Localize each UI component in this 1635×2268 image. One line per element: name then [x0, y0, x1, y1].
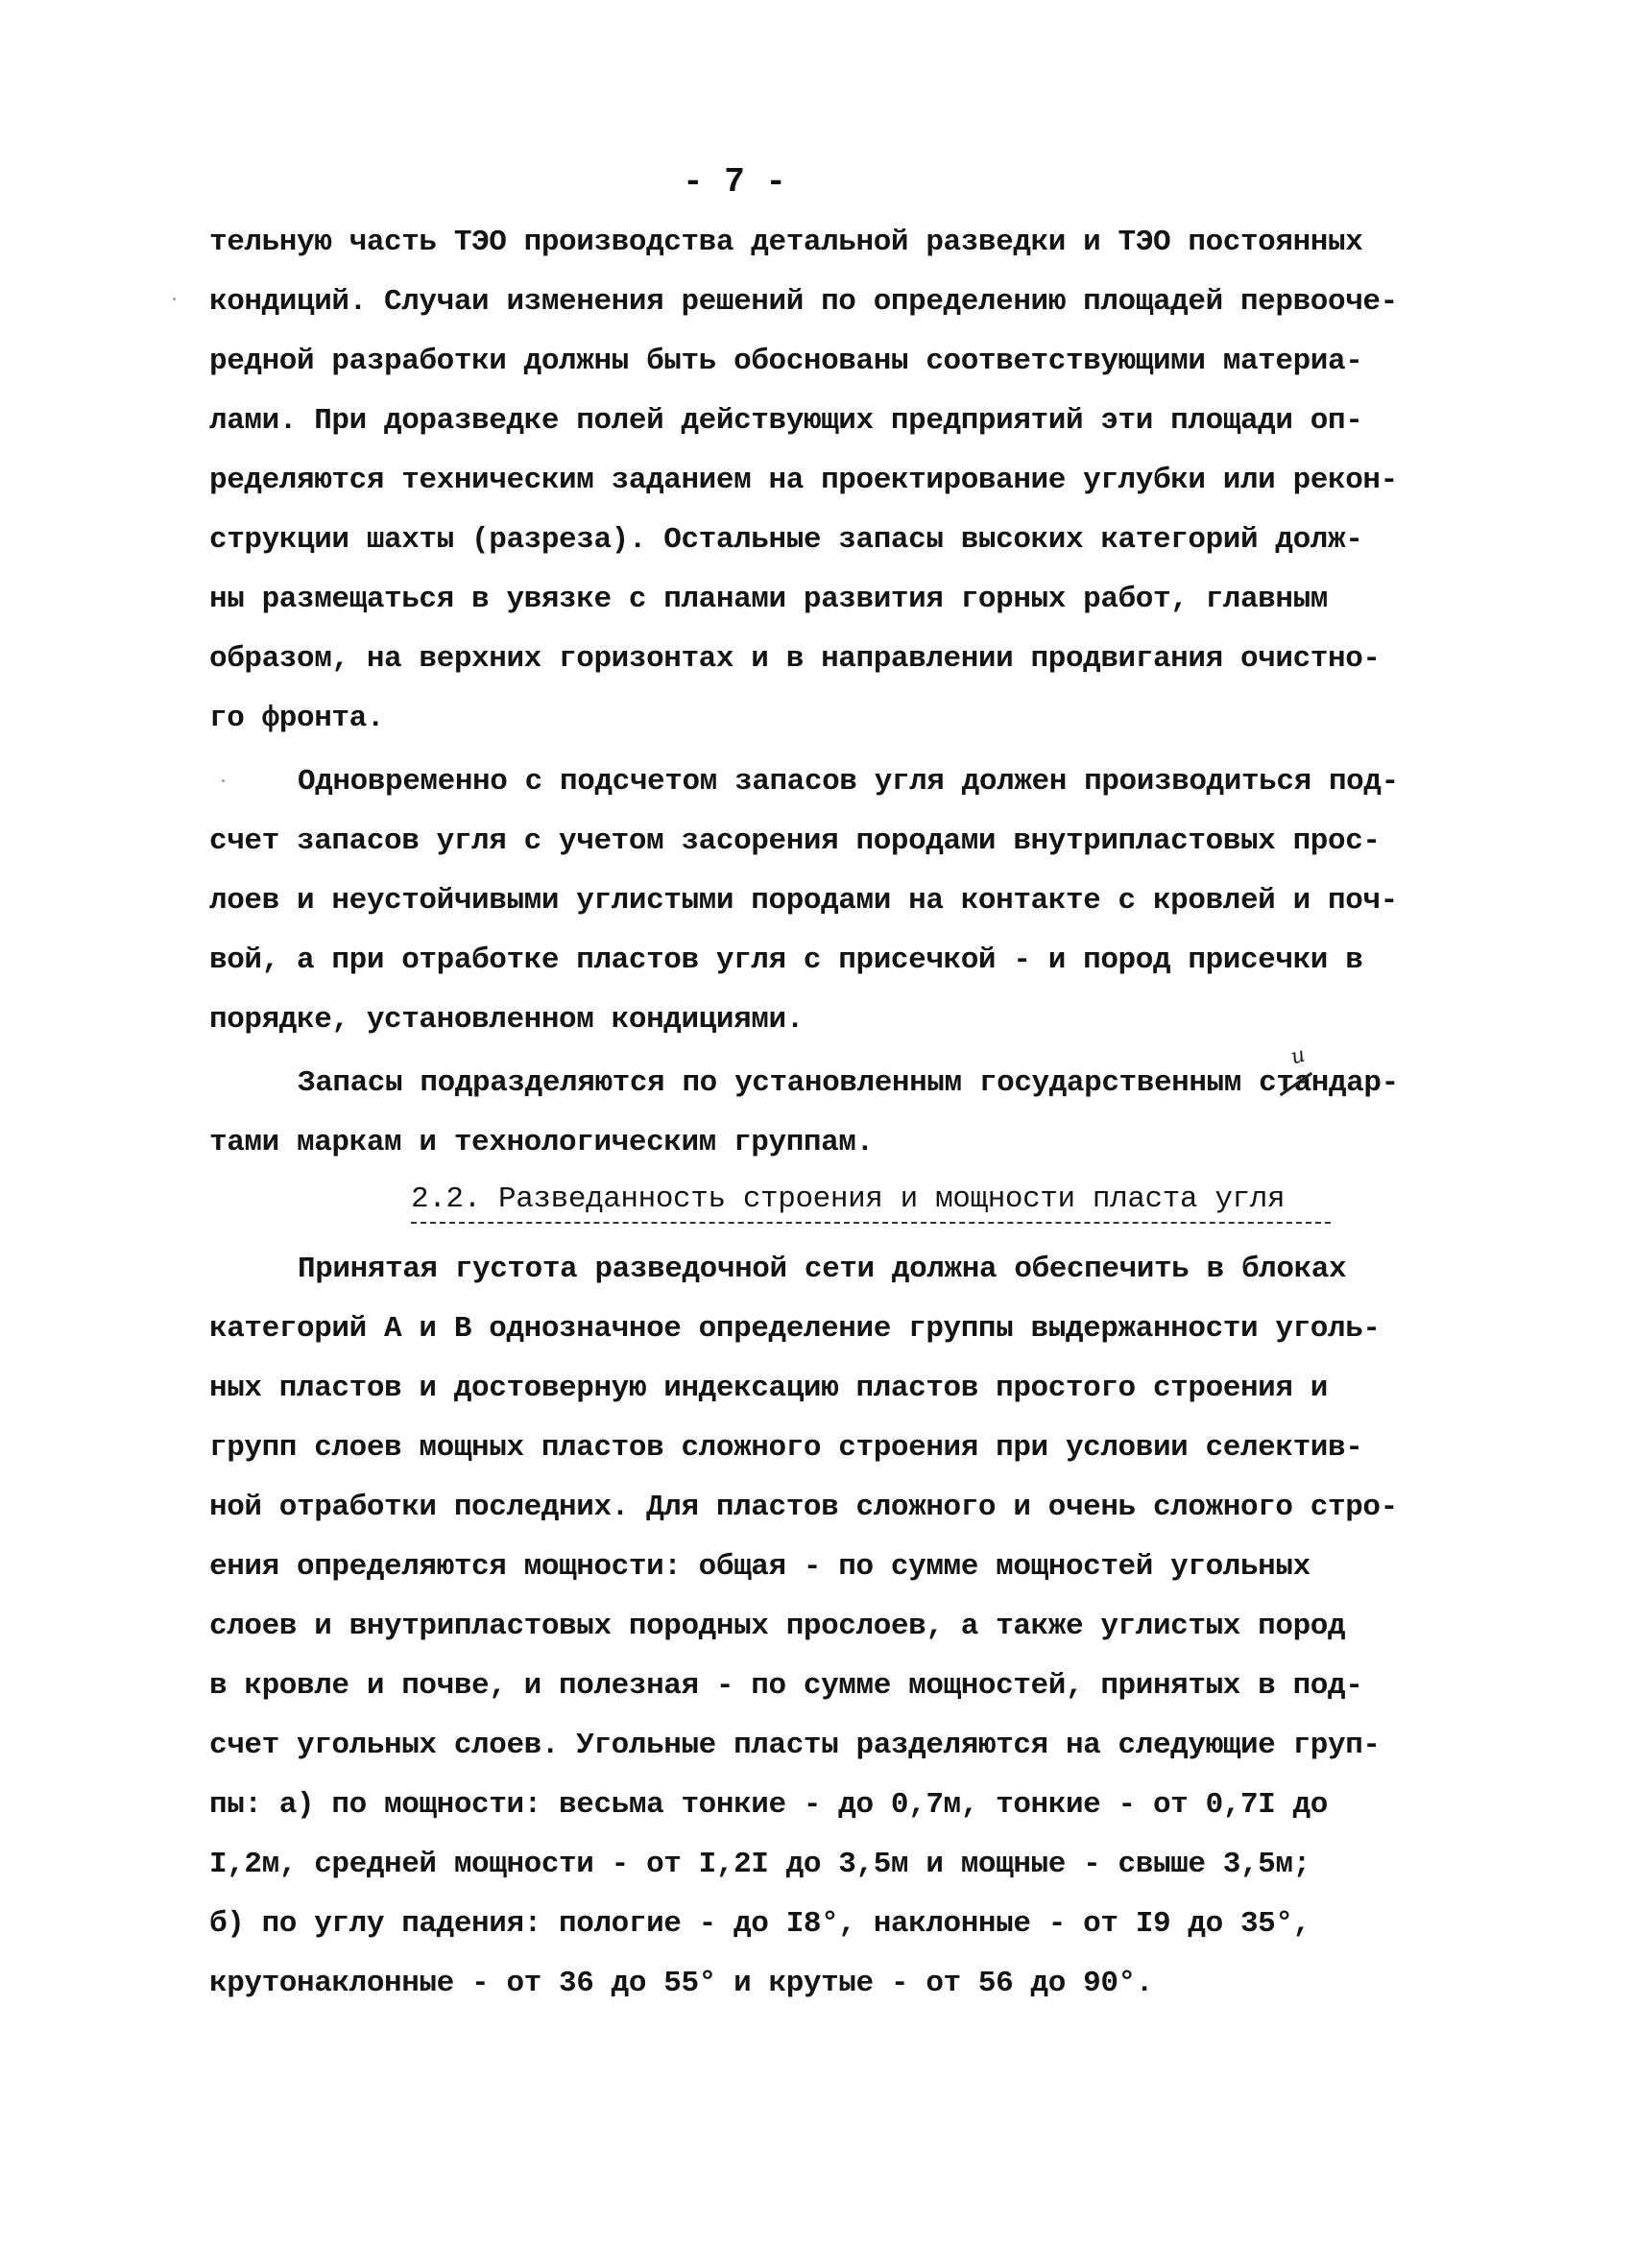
- paragraph2-line-2: счет запасов угля с учетом засорения породами внутрипластовых прос-: [209, 824, 1381, 858]
- paragraph1-line-8: образом, на верхних горизонтах и в направлении продвигания очистно-: [209, 642, 1381, 676]
- paragraph2-line-1: Одновременно с подсчетом запасов угля должен производиться под-: [298, 765, 1399, 799]
- paragraph4-line-9: счет угольных слоев. Угольные пласты разделяются на следующие груп-: [209, 1729, 1381, 1762]
- paragraph4-line-7: слоев и внутрипластовых породных прослоев, а также углистых пород: [209, 1610, 1346, 1643]
- paragraph1-line-3: редной разработки должны быть обоснованы соответствующими материа-: [209, 345, 1363, 378]
- handwritten-correction-mark: и: [1288, 1042, 1309, 1070]
- paragraph4-line-3: ных пластов и достоверную индексацию пластов простого строения и: [209, 1372, 1328, 1405]
- paragraph4-line-2: категорий А и В однозначное определение группы выдержанности уголь-: [209, 1312, 1381, 1346]
- paragraph4-line-13: крутонаклонные - от 36 до 55° и крутые - от 56 до 90°.: [209, 1967, 1153, 2000]
- scan-speck: [173, 298, 176, 300]
- paragraph1-line-4: лами. При доразведке полей действующих предприятий эти площади оп-: [209, 404, 1363, 438]
- paragraph4-line-10: пы: а) по мощности: весьма тонкие - до 0,7м, тонкие - от 0,7I до: [209, 1788, 1328, 1822]
- paragraph4-line-5: ной отработки последних. Для пластов сложного и очень сложного стро-: [209, 1491, 1398, 1524]
- paragraph1-line-1: тельную часть ТЭО производства детальной разведки и ТЭО постоянных: [209, 226, 1363, 259]
- page-number: - 7 -: [682, 162, 787, 202]
- paragraph3-line-2: тами маркам и технологическим группам.: [209, 1126, 874, 1159]
- paragraph4-line-6: ения определяются мощности: общая - по сумме мощностей угольных: [209, 1550, 1310, 1584]
- paragraph3-line-1: Запасы подразделяются по установленным государственным стандар-: [298, 1066, 1399, 1100]
- paragraph4-line-12: б) по углу падения: пологие - до I8°, наклонные - от I9 до 35°,: [209, 1907, 1310, 1941]
- paragraph1-line-7: ны размещаться в увязке с планами развития горных работ, главным: [209, 583, 1328, 616]
- section-heading: 2.2. Разведанность строения и мощности пласта угля: [411, 1182, 1286, 1216]
- paragraph4-line-4: групп слоев мощных пластов сложного строения при условии селектив-: [209, 1431, 1363, 1465]
- paragraph4-line-8: в кровле и почве, и полезная - по сумме мощностей, принятых в под-: [209, 1669, 1363, 1703]
- paragraph2-line-4: вой, а при отработке пластов угля с присечкой - и пород присечки в: [209, 943, 1363, 977]
- paragraph1-line-9: го фронта.: [209, 702, 385, 735]
- paragraph1-line-2: кондиций. Случаи изменения решений по определению площадей первооче-: [209, 285, 1398, 319]
- scan-speck: [222, 779, 225, 782]
- paragraph1-line-6: струкции шахты (разреза). Остальные запасы высоких категорий долж-: [209, 523, 1363, 557]
- paragraph4-line-1: Принятая густота разведочной сети должна обеспечить в блоках: [298, 1253, 1347, 1286]
- paragraph4-line-11: I,2м, средней мощности - от I,2I до 3,5м и мощные - свыше 3,5м;: [209, 1848, 1310, 1881]
- section-heading-underline: [411, 1222, 1331, 1224]
- paragraph2-line-5: порядке, установленном кондициями.: [209, 1003, 804, 1037]
- paragraph1-line-5: ределяются техническим заданием на проектирование углубки или рекон-: [209, 464, 1398, 497]
- paragraph2-line-3: лоев и неустойчивыми углистыми породами на контакте с кровлей и поч-: [209, 884, 1398, 918]
